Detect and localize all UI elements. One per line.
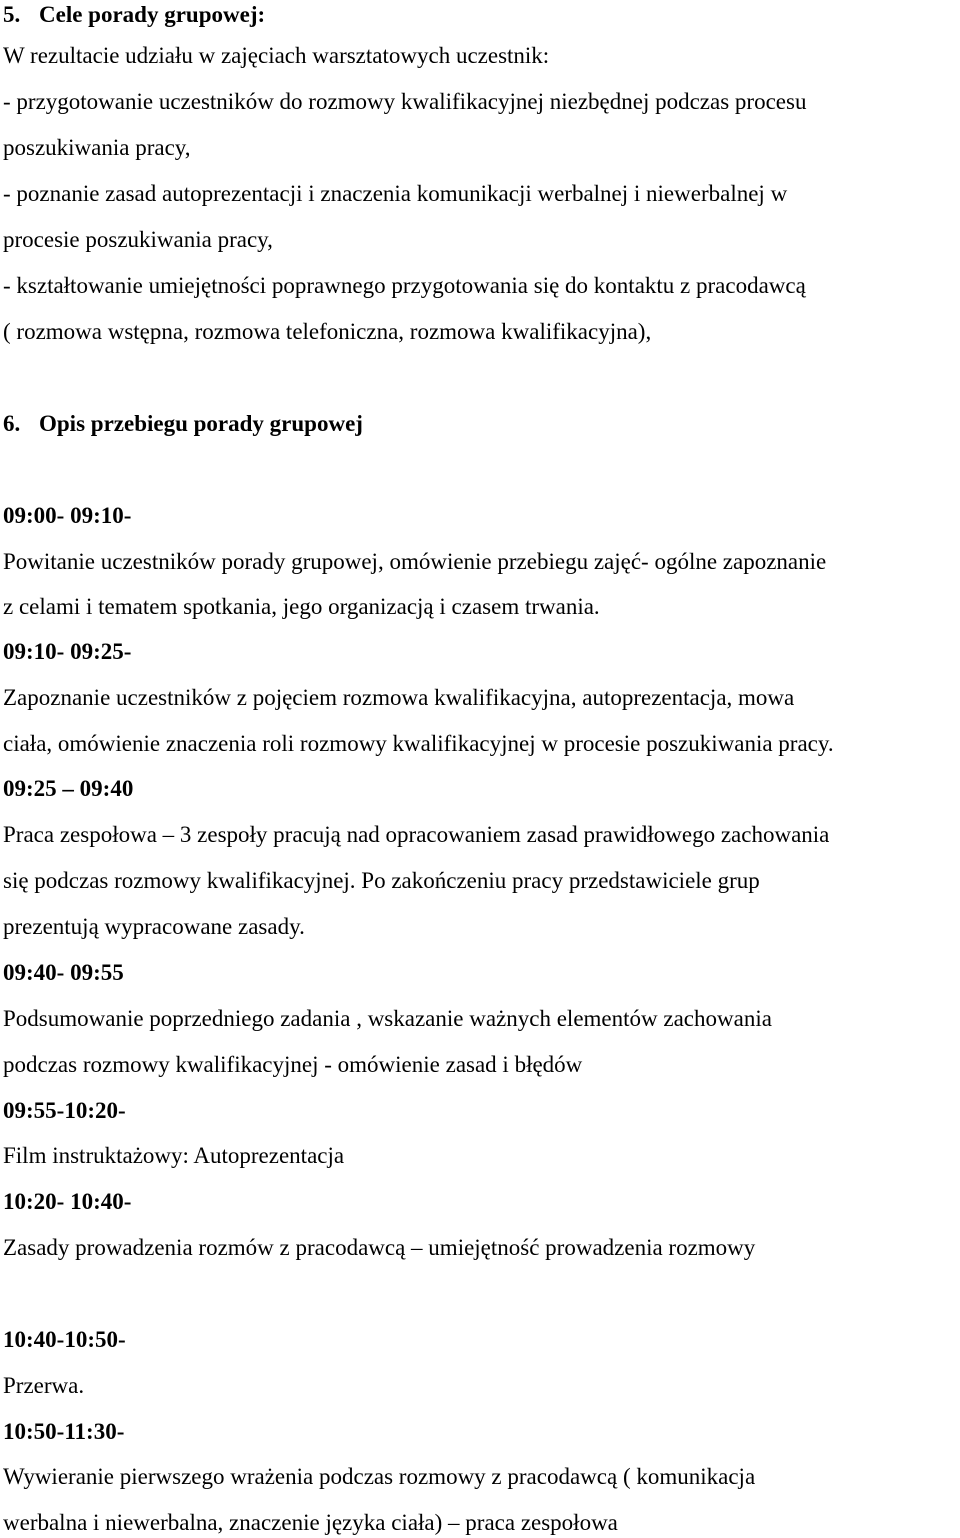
- schedule-description: podczas rozmowy kwalifikacyjnej - omówienie zasad i błędów: [3, 1052, 583, 1077]
- section-5-line: - kształtowanie umiejętności poprawnego przygotowania się do kontaktu z pracodawcą: [3, 273, 806, 298]
- schedule-description: Podsumowanie poprzedniego zadania , wskazanie ważnych elementów zachowania: [3, 1006, 772, 1031]
- schedule-time: 09:55-10:20-: [3, 1098, 126, 1123]
- schedule-time: 09:25 – 09:40: [3, 776, 134, 801]
- schedule-time: 10:20- 10:40-: [3, 1189, 132, 1214]
- section-5-line: - poznanie zasad autoprezentacji i znaczenia komunikacji werbalnej i niewerbalnej w: [3, 181, 788, 206]
- schedule-time: 09:10- 09:25-: [3, 639, 132, 664]
- schedule-description: Zapoznanie uczestników z pojęciem rozmowa kwalifikacyjna, autoprezentacja, mowa: [3, 685, 795, 710]
- schedule-time: 09:40- 09:55: [3, 960, 124, 985]
- schedule-time: 10:40-10:50-: [3, 1327, 126, 1352]
- schedule-description: prezentują wypracowane zasady.: [3, 914, 305, 939]
- section-5-number: 5.: [3, 2, 21, 27]
- schedule-description: Praca zespołowa – 3 zespoły pracują nad opracowaniem zasad prawidłowego zachowania: [3, 822, 830, 847]
- section-5-line: - przygotowanie uczestników do rozmowy kwalifikacyjnej niezbędnej podczas procesu: [3, 89, 807, 114]
- section-5-line: ( rozmowa wstępna, rozmowa telefoniczna, rozmowa kwalifikacyjna),: [3, 319, 652, 344]
- section-6-title: Opis przebiegu porady grupowej: [39, 411, 363, 436]
- schedule-description: Zasady prowadzenia rozmów z pracodawcą – umiejętność prowadzenia rozmowy: [3, 1235, 756, 1260]
- section-5-title: Cele porady grupowej:: [39, 2, 266, 27]
- schedule-description: Przerwa.: [3, 1373, 85, 1398]
- section-6-heading: [3, 409, 363, 439]
- schedule-description: Wywieranie pierwszego wrażenia podczas rozmowy z pracodawcą ( komunikacja: [3, 1464, 756, 1489]
- schedule-description: z celami i tematem spotkania, jego organizacją i czasem trwania.: [3, 594, 600, 619]
- section-5-line: poszukiwania pracy,: [3, 135, 191, 160]
- schedule-description: Powitanie uczestników porady grupowej, omówienie przebiegu zajęć- ogólne zapoznanie: [3, 549, 827, 574]
- section-6-number: 6.: [3, 411, 21, 436]
- schedule-time: 09:00- 09:10-: [3, 503, 132, 528]
- section-5-intro: W rezultacie udziału w zajęciach warsztatowych uczestnik:: [3, 43, 550, 68]
- section-5-line: procesie poszukiwania pracy,: [3, 227, 273, 252]
- schedule-description: Film instruktażowy: Autoprezentacja: [3, 1143, 345, 1168]
- schedule-time: 10:50-11:30-: [3, 1419, 125, 1444]
- schedule-description: się podczas rozmowy kwalifikacyjnej. Po zakończeniu pracy przedstawiciele grup: [3, 868, 760, 893]
- section-5-heading: [3, 0, 265, 30]
- schedule-description: werbalna i niewerbalna, znaczenie języka ciała) – praca zespołowa: [3, 1510, 618, 1535]
- schedule-description: ciała, omówienie znaczenia roli rozmowy kwalifikacyjnej w procesie poszukiwania pracy.: [3, 731, 834, 756]
